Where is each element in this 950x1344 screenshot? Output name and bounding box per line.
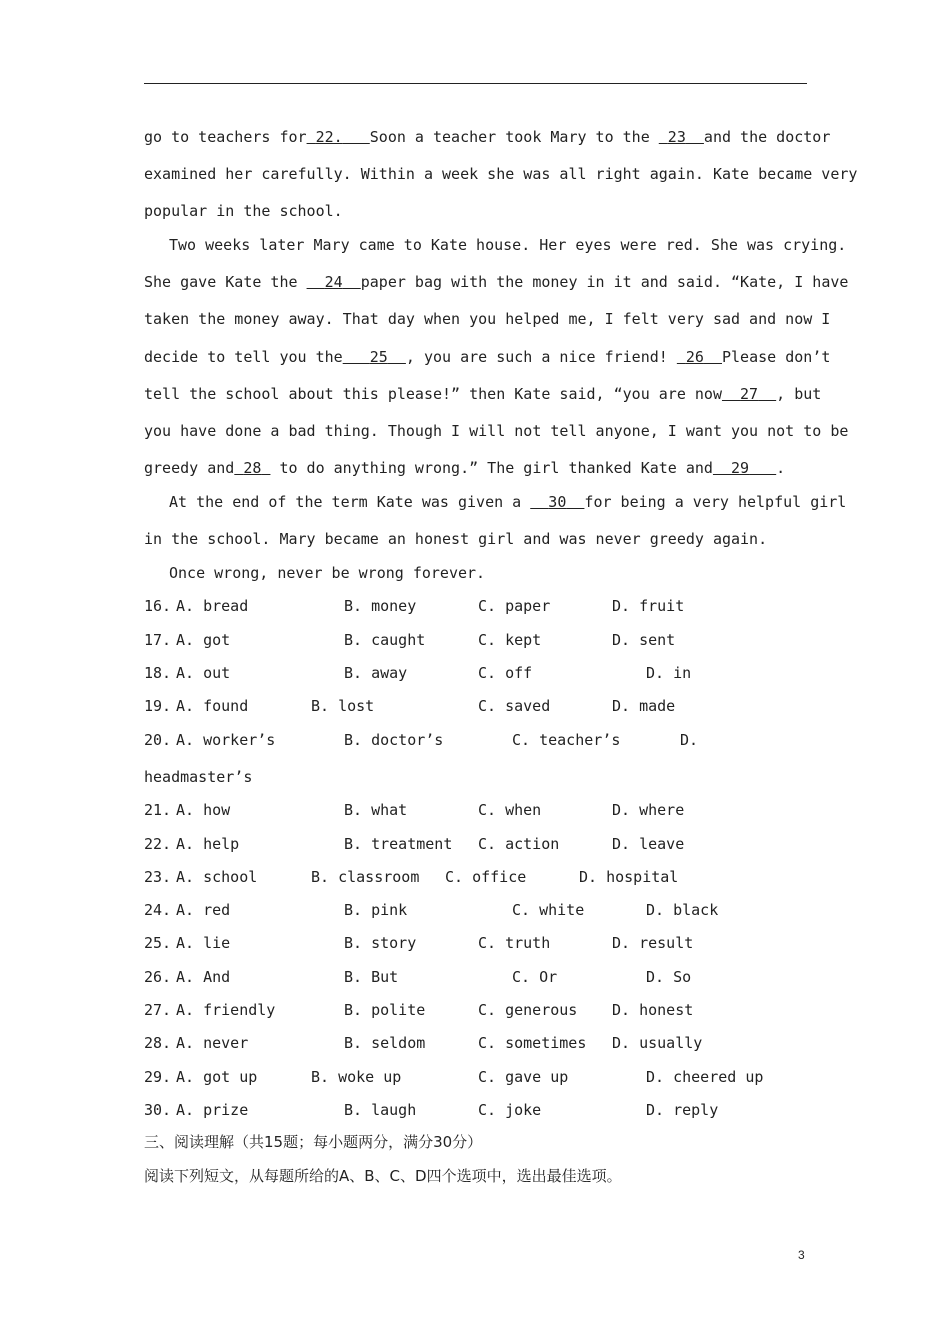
option-b: B. story bbox=[344, 934, 417, 952]
option-a: A. out bbox=[176, 664, 231, 682]
question-number: 30. bbox=[144, 1101, 172, 1119]
option-d: D. hospital bbox=[579, 868, 679, 886]
passage-line: Two weeks later Mary came to Kate house. Her eyes were red. She was crying. bbox=[169, 236, 847, 254]
option-c: C. off bbox=[478, 664, 533, 682]
option-d: D. reply bbox=[646, 1101, 719, 1119]
option-d: D. bbox=[680, 731, 699, 749]
option-c: C. action bbox=[478, 835, 560, 853]
option-a: A. help bbox=[176, 835, 240, 853]
option-c: C. teacher’s bbox=[512, 731, 621, 749]
blank-26: 26 bbox=[685, 348, 704, 366]
blank-27: 27 bbox=[740, 385, 759, 403]
option-a: A. never bbox=[176, 1034, 249, 1052]
option-d: D. fruit bbox=[612, 597, 685, 615]
option-d: D. black bbox=[646, 901, 719, 919]
option-a: A. got up bbox=[176, 1068, 258, 1086]
blank-25: 25 bbox=[369, 348, 388, 366]
option-a: A. school bbox=[176, 868, 258, 886]
option-b: B. classroom bbox=[311, 868, 420, 886]
passage-line: greedy and 28 to do anything wrong.” The girl thanked Kate and 29 . bbox=[144, 459, 786, 477]
option-b: B. polite bbox=[344, 1001, 426, 1019]
section-instruction: 阅读下列短文，从每题所给的A、B、C、D四个选项中，选出最佳选项。 bbox=[144, 1167, 622, 1185]
option-b: B. away bbox=[344, 664, 408, 682]
question-number: 19. bbox=[144, 697, 172, 715]
option-a: A. friendly bbox=[176, 1001, 276, 1019]
header-rule bbox=[144, 83, 807, 84]
passage-line: Once wrong, never be wrong forever. bbox=[169, 564, 486, 582]
option-d: D. honest bbox=[612, 1001, 694, 1019]
section-heading: 三、阅读理解（共15题；每小题两分，满分30分） bbox=[144, 1133, 483, 1151]
blank-28: 28 bbox=[243, 459, 262, 477]
option-c: C. white bbox=[512, 901, 585, 919]
blank-22: 22. bbox=[315, 128, 343, 146]
option-c: C. paper bbox=[478, 597, 551, 615]
option-a: A. worker’s bbox=[176, 731, 276, 749]
option-d: D. So bbox=[646, 968, 692, 986]
blank-24: 24 bbox=[324, 273, 343, 291]
option-c: C. saved bbox=[478, 697, 551, 715]
option-b: B. But bbox=[344, 968, 399, 986]
option-d: D. result bbox=[612, 934, 694, 952]
option-c: C. kept bbox=[478, 631, 542, 649]
passage-line: you have done a bad thing. Though I will not tell anyone, I want you not to be bbox=[144, 422, 849, 440]
option-a: A. prize bbox=[176, 1101, 249, 1119]
passage-line: She gave Kate the 24 paper bag with the money in it and said. “Kate, I have bbox=[144, 273, 849, 291]
option-a: A. And bbox=[176, 968, 231, 986]
option-c: C. joke bbox=[478, 1101, 542, 1119]
option-d: D. made bbox=[612, 697, 676, 715]
option-b: B. woke up bbox=[311, 1068, 402, 1086]
option-b: B. what bbox=[344, 801, 408, 819]
option-c: C. sometimes bbox=[478, 1034, 587, 1052]
passage-line: in the school. Mary became an honest girl and was never greedy again. bbox=[144, 530, 768, 548]
option-c: C. Or bbox=[512, 968, 558, 986]
passage-line: tell the school about this please!” then Kate said, “you are now 27 , but bbox=[144, 385, 822, 403]
question-number: 20. bbox=[144, 731, 172, 749]
question-number: 21. bbox=[144, 801, 172, 819]
option-b: B. doctor’s bbox=[344, 731, 444, 749]
option-c: C. truth bbox=[478, 934, 551, 952]
option-d: D. where bbox=[612, 801, 685, 819]
option-b: B. treatment bbox=[344, 835, 453, 853]
option-c: C. office bbox=[445, 868, 527, 886]
option-c: C. when bbox=[478, 801, 542, 819]
option-b: B. seldom bbox=[344, 1034, 426, 1052]
question-number: 24. bbox=[144, 901, 172, 919]
option-d: D. leave bbox=[612, 835, 685, 853]
question-number: 22. bbox=[144, 835, 172, 853]
option-d: D. cheered up bbox=[646, 1068, 764, 1086]
option-a: A. got bbox=[176, 631, 231, 649]
question-number: 25. bbox=[144, 934, 172, 952]
question-number: 28. bbox=[144, 1034, 172, 1052]
blank-30: 30 bbox=[548, 493, 567, 511]
question-number: 23. bbox=[144, 868, 172, 886]
option-b: B. lost bbox=[311, 697, 375, 715]
option-a: A. bread bbox=[176, 597, 249, 615]
option-a: A. lie bbox=[176, 934, 231, 952]
question-number: 17. bbox=[144, 631, 172, 649]
option-d: D. in bbox=[646, 664, 692, 682]
blank-29: 29 bbox=[731, 459, 750, 477]
passage-line: go to teachers for 22. Soon a teacher took Mary to the 23 and the doctor bbox=[144, 128, 831, 146]
option-d: D. usually bbox=[612, 1034, 703, 1052]
option-c: C. generous bbox=[478, 1001, 578, 1019]
option-d: D. sent bbox=[612, 631, 676, 649]
option-b: B. money bbox=[344, 597, 417, 615]
option-b: B. pink bbox=[344, 901, 408, 919]
passage-line: popular in the school. bbox=[144, 202, 343, 220]
question-number: 16. bbox=[144, 597, 172, 615]
page-number: 3 bbox=[798, 1248, 805, 1262]
option-d-text: headmaster’s bbox=[144, 768, 253, 786]
passage-line: examined her carefully. Within a week she was all right again. Kate became very bbox=[144, 165, 858, 183]
option-a: A. found bbox=[176, 697, 249, 715]
blank-23: 23 bbox=[667, 128, 686, 146]
option-a: A. red bbox=[176, 901, 231, 919]
question-number: 29. bbox=[144, 1068, 172, 1086]
question-number: 18. bbox=[144, 664, 172, 682]
option-c: C. gave up bbox=[478, 1068, 569, 1086]
question-number: 26. bbox=[144, 968, 172, 986]
option-b: B. laugh bbox=[344, 1101, 417, 1119]
passage-line: taken the money away. That day when you helped me, I felt very sad and now I bbox=[144, 310, 831, 328]
passage-line: decide to tell you the 25 , you are such a nice friend! 26 Please don’t bbox=[144, 348, 831, 366]
option-b: B. caught bbox=[344, 631, 426, 649]
option-a: A. how bbox=[176, 801, 231, 819]
question-number: 27. bbox=[144, 1001, 172, 1019]
passage-line: At the end of the term Kate was given a 30 for being a very helpful girl bbox=[169, 493, 847, 511]
